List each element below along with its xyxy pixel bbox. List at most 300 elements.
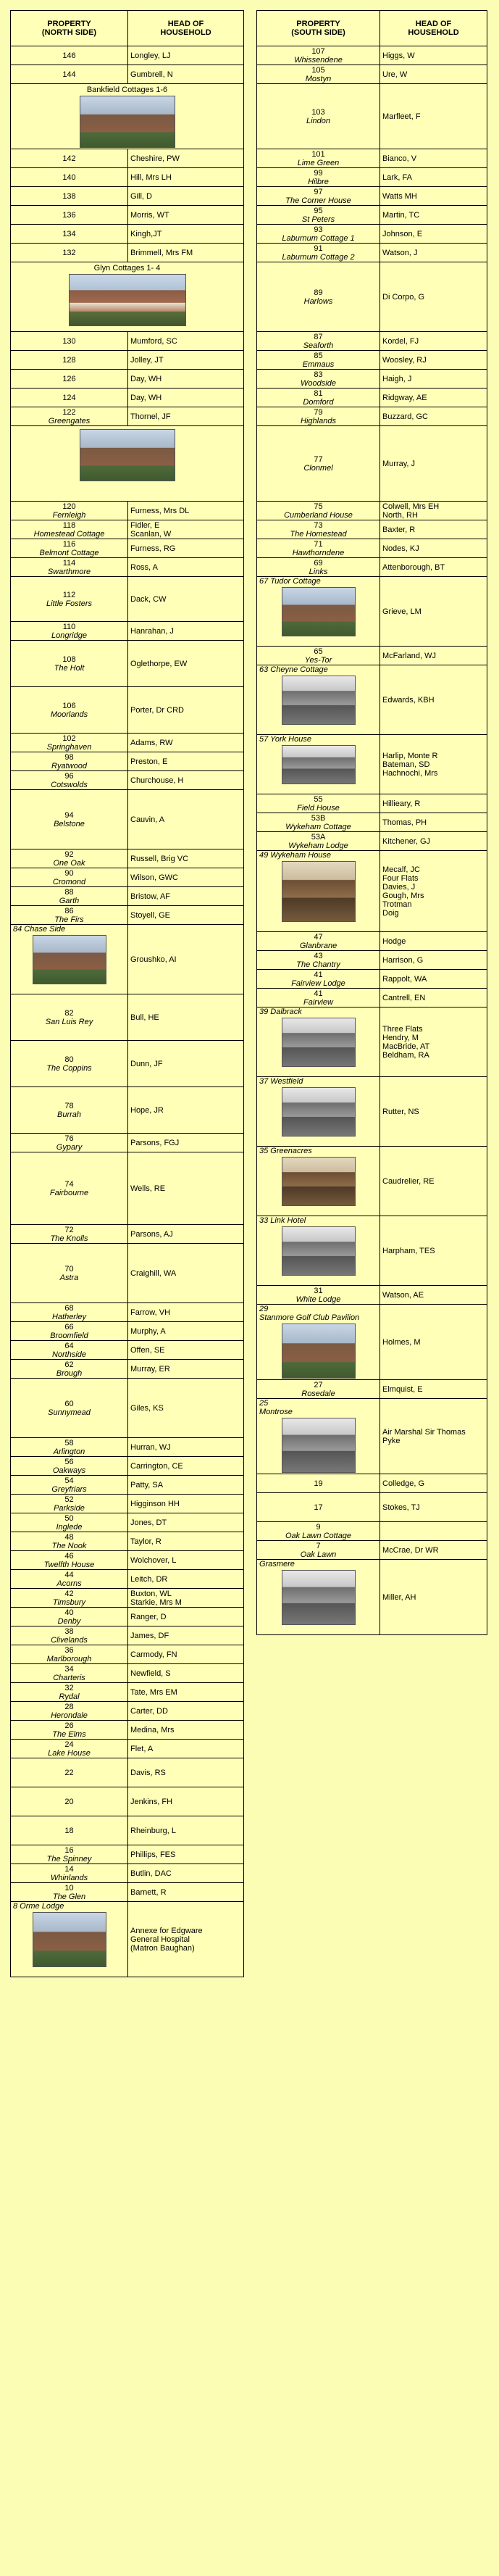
table-row bbox=[11, 1322, 244, 1341]
photo-caption: 25 Montrose bbox=[259, 1399, 293, 1416]
household-cell: Ranger, D bbox=[128, 1608, 244, 1626]
household-cell: McFarland, WJ bbox=[380, 647, 487, 665]
table-row bbox=[11, 734, 244, 752]
table-row bbox=[11, 1087, 244, 1134]
property-cell bbox=[11, 849, 128, 868]
property-cell bbox=[11, 1570, 128, 1589]
table-row bbox=[257, 539, 487, 558]
house-name: St Peters bbox=[301, 215, 335, 224]
property-cell bbox=[11, 65, 128, 84]
house-number: 53B bbox=[311, 813, 326, 823]
household-cell: Haigh, J bbox=[380, 370, 487, 389]
household-cell: Baxter, R bbox=[380, 520, 487, 539]
table-row bbox=[11, 1041, 244, 1087]
property-cell bbox=[257, 1560, 380, 1635]
house-name: Acorns bbox=[56, 1579, 82, 1588]
house-number: 48 bbox=[64, 1532, 74, 1542]
household-cell: Russell, Brig VC bbox=[128, 849, 244, 868]
property-cell bbox=[11, 168, 128, 187]
house-name: The Coppins bbox=[46, 1063, 92, 1073]
table-row bbox=[257, 262, 487, 332]
property-cell bbox=[11, 1589, 128, 1608]
house-number: 40 bbox=[64, 1608, 74, 1617]
house-number: 90 bbox=[64, 868, 74, 878]
house-name: Clivelands bbox=[51, 1635, 88, 1645]
house-number: 32 bbox=[64, 1683, 74, 1692]
property-cell bbox=[11, 1787, 128, 1816]
household-cell: Preston, E bbox=[128, 752, 244, 771]
household-cell: Attenborough, BT bbox=[380, 558, 487, 577]
photo-row bbox=[257, 1077, 487, 1147]
table-row bbox=[257, 332, 487, 351]
house-number: 16 bbox=[64, 1845, 74, 1855]
property-cell bbox=[257, 168, 380, 187]
household-cell: Cantrell, EN bbox=[380, 989, 487, 1007]
household-cell: Gill, D bbox=[128, 187, 244, 206]
table-row bbox=[11, 1532, 244, 1551]
house-number: 82 bbox=[64, 1008, 74, 1018]
house-name: Broomfield bbox=[50, 1331, 88, 1340]
house-photo bbox=[80, 429, 175, 481]
table-row bbox=[11, 1225, 244, 1244]
house-number: 108 bbox=[62, 655, 76, 664]
household-cell: Watts MH bbox=[380, 187, 487, 206]
house-photo bbox=[282, 1018, 356, 1067]
house-name: Oakways bbox=[52, 1466, 86, 1475]
photo-row bbox=[11, 1902, 244, 1977]
household-cell: Holmes, M bbox=[380, 1305, 487, 1380]
house-name: Fairview Lodge bbox=[291, 979, 345, 988]
household-cell: Colwell, Mrs EH North, RH bbox=[380, 502, 487, 520]
household-cell: Longley, LJ bbox=[128, 46, 244, 65]
house-name: The Spinney bbox=[46, 1854, 92, 1864]
household-cell: Miller, AH bbox=[380, 1560, 487, 1635]
house-number: 62 bbox=[64, 1360, 74, 1369]
house-name: Lake House bbox=[48, 1748, 91, 1758]
house-name: The Homestead bbox=[290, 529, 347, 539]
table-row bbox=[257, 206, 487, 225]
house-number: 55 bbox=[314, 794, 323, 804]
house-name: White Lodge bbox=[295, 1295, 341, 1304]
property-cell bbox=[257, 206, 380, 225]
house-number: 89 bbox=[314, 288, 323, 297]
household-cell: Rutter, NS bbox=[380, 1077, 487, 1147]
household-cell: Tate, Mrs EM bbox=[128, 1683, 244, 1702]
household-cell bbox=[380, 1522, 487, 1541]
table-row bbox=[257, 407, 487, 426]
house-name: Woodside bbox=[301, 378, 336, 388]
house-photo bbox=[282, 1570, 356, 1625]
photo-row bbox=[257, 1399, 487, 1474]
house-number: 18 bbox=[64, 1826, 74, 1835]
house-name: The Holt bbox=[54, 663, 85, 673]
household-cell: Elmquist, E bbox=[380, 1380, 487, 1399]
house-photo bbox=[282, 676, 356, 725]
house-number: 112 bbox=[62, 590, 76, 599]
house-name: The Corner House bbox=[285, 196, 351, 205]
household-cell: Bristow, AF bbox=[128, 887, 244, 906]
household-cell: Barnett, R bbox=[128, 1883, 244, 1902]
household-cell: Dunn, JF bbox=[128, 1041, 244, 1087]
house-name: The Elms bbox=[52, 1729, 86, 1739]
table-row bbox=[257, 225, 487, 244]
household-cell: Porter, Dr CRD bbox=[128, 687, 244, 734]
house-photo bbox=[33, 935, 106, 984]
house-name: Moorlands bbox=[50, 710, 88, 719]
photo-caption: 33 Link Hotel bbox=[259, 1216, 306, 1225]
photo-caption: 84 Chase Side bbox=[13, 925, 66, 934]
table-row bbox=[11, 790, 244, 849]
table-row bbox=[11, 1702, 244, 1721]
house-name: Glanbrane bbox=[299, 941, 337, 950]
house-number: 53A bbox=[311, 832, 326, 842]
household-cell: Martin, TC bbox=[380, 206, 487, 225]
house-number: 130 bbox=[62, 336, 76, 346]
house-number: 73 bbox=[314, 520, 323, 530]
property-cell bbox=[257, 735, 380, 794]
household-cell: Harpham, TES bbox=[380, 1216, 487, 1286]
photo-row bbox=[257, 735, 487, 794]
property-cell bbox=[11, 351, 128, 370]
household-cell: Colledge, G bbox=[380, 1474, 487, 1493]
house-number: 24 bbox=[64, 1740, 74, 1749]
house-number: 60 bbox=[64, 1399, 74, 1408]
household-cell: Carmody, FN bbox=[128, 1645, 244, 1664]
property-cell bbox=[11, 687, 128, 734]
table-row bbox=[11, 1303, 244, 1322]
property-cell bbox=[11, 1379, 128, 1438]
table-row bbox=[11, 1721, 244, 1740]
house-name: Timsbury bbox=[52, 1597, 86, 1607]
house-photo bbox=[69, 274, 186, 326]
property-cell bbox=[257, 46, 380, 65]
property-cell bbox=[257, 1286, 380, 1305]
table-row bbox=[11, 1683, 244, 1702]
property-cell bbox=[11, 1225, 128, 1244]
property-cell bbox=[11, 520, 128, 539]
property-cell bbox=[11, 1513, 128, 1532]
household-cell: Jenkins, FH bbox=[128, 1787, 244, 1816]
property-cell bbox=[11, 539, 128, 558]
house-name: San Luis Rey bbox=[45, 1017, 93, 1026]
table-row bbox=[11, 622, 244, 641]
household-cell: Leitch, DR bbox=[128, 1570, 244, 1589]
photo-row bbox=[257, 851, 487, 932]
house-number: 20 bbox=[64, 1797, 74, 1806]
house-number: 71 bbox=[314, 539, 323, 549]
household-cell: Farrow, VH bbox=[128, 1303, 244, 1322]
property-cell bbox=[11, 558, 128, 577]
table-row bbox=[11, 906, 244, 925]
house-name: Longridge bbox=[51, 631, 87, 640]
household-cell: Edwards, KBH bbox=[380, 665, 487, 735]
property-cell bbox=[11, 206, 128, 225]
table-row bbox=[11, 65, 244, 84]
house-name: One Oak bbox=[53, 858, 85, 868]
table-row bbox=[11, 1379, 244, 1438]
household-cell: Stoyell, GE bbox=[128, 906, 244, 925]
household-cell: Jones, DT bbox=[128, 1513, 244, 1532]
property-cell bbox=[11, 1087, 128, 1134]
table-row bbox=[11, 244, 244, 262]
property-cell bbox=[11, 790, 128, 849]
house-name: Little Fosters bbox=[46, 599, 92, 608]
house-number: 19 bbox=[314, 1479, 323, 1488]
house-name: Greyfriars bbox=[51, 1484, 87, 1494]
property-cell bbox=[257, 370, 380, 389]
household-cell: Mumford, SC bbox=[128, 332, 244, 351]
property-cell bbox=[257, 520, 380, 539]
house-number: 17 bbox=[314, 1503, 323, 1512]
property-cell bbox=[11, 622, 128, 641]
property-cell bbox=[257, 1493, 380, 1522]
household-cell: Harrison, G bbox=[380, 951, 487, 970]
house-number: 132 bbox=[62, 248, 76, 257]
photo-caption: 8 Orme Lodge bbox=[13, 1902, 64, 1911]
property-cell bbox=[11, 1664, 128, 1683]
house-name: Clonmel bbox=[303, 463, 333, 473]
property-cell bbox=[11, 1476, 128, 1495]
property-cell bbox=[11, 1438, 128, 1457]
house-number: 140 bbox=[62, 173, 76, 182]
house-name: Marlborough bbox=[46, 1654, 92, 1663]
south-side-table bbox=[256, 10, 487, 1635]
household-cell: Hanrahan, J bbox=[128, 622, 244, 641]
property-cell bbox=[257, 558, 380, 577]
house-name: Fernleigh bbox=[52, 510, 86, 520]
table-row bbox=[11, 887, 244, 906]
table-row bbox=[11, 868, 244, 887]
north-side-table bbox=[10, 10, 244, 1977]
house-number: 38 bbox=[64, 1626, 74, 1636]
photo-row bbox=[11, 262, 244, 332]
property-cell bbox=[257, 187, 380, 206]
property-cell bbox=[11, 1740, 128, 1758]
property-cell bbox=[257, 389, 380, 407]
photo-row bbox=[11, 84, 244, 149]
house-name: Homestead Cottage bbox=[33, 529, 105, 539]
house-name: Domford bbox=[303, 397, 334, 407]
house-name: Oak Lawn bbox=[300, 1550, 337, 1559]
house-number: 79 bbox=[314, 407, 323, 417]
household-cell: Newfield, S bbox=[128, 1664, 244, 1683]
household-cell: Carter, DD bbox=[128, 1702, 244, 1721]
household-cell: Day, WH bbox=[128, 370, 244, 389]
house-number: 56 bbox=[64, 1457, 74, 1466]
household-cell: Lark, FA bbox=[380, 168, 487, 187]
household-cell: Medina, Mrs bbox=[128, 1721, 244, 1740]
photo-row bbox=[257, 1305, 487, 1380]
table-row bbox=[11, 539, 244, 558]
house-name: Garth bbox=[59, 896, 80, 905]
house-name: Herondale bbox=[51, 1711, 88, 1720]
house-name: Twelfth House bbox=[43, 1560, 95, 1569]
property-cell bbox=[11, 502, 128, 520]
property-cell bbox=[257, 989, 380, 1007]
house-name: The Knolls bbox=[50, 1234, 88, 1243]
household-cell: Mecalf, JC Four Flats Davies, J Gough, Mrs Trotman Doig bbox=[380, 851, 487, 932]
table-row bbox=[257, 813, 487, 832]
table-row bbox=[11, 1360, 244, 1379]
property-cell bbox=[257, 851, 380, 932]
household-cell: Churchouse, H bbox=[128, 771, 244, 790]
household-cell: Day, WH bbox=[128, 389, 244, 407]
household-cell: Buzzard, GC bbox=[380, 407, 487, 426]
house-number: 64 bbox=[64, 1341, 74, 1350]
property-cell bbox=[257, 1305, 380, 1380]
property-cell bbox=[257, 426, 380, 502]
house-number: 74 bbox=[64, 1179, 74, 1189]
house-number: 78 bbox=[64, 1101, 74, 1110]
household-cell: Fidler, E Scanlan, W bbox=[128, 520, 244, 539]
household-cell: Kitchener, GJ bbox=[380, 832, 487, 851]
house-number: 9 bbox=[316, 1522, 321, 1532]
house-name: Belmont Cottage bbox=[39, 548, 99, 557]
house-name: Lindon bbox=[306, 116, 331, 125]
table-row bbox=[11, 1740, 244, 1758]
house-number: 69 bbox=[314, 558, 323, 568]
house-number: 94 bbox=[64, 810, 74, 820]
property-cell bbox=[257, 832, 380, 851]
household-cell: Adams, RW bbox=[128, 734, 244, 752]
table-row bbox=[11, 641, 244, 687]
house-name: Rosedale bbox=[301, 1389, 335, 1398]
table-row bbox=[257, 932, 487, 951]
property-cell bbox=[11, 925, 128, 994]
property-cell bbox=[11, 868, 128, 887]
property-cell bbox=[257, 502, 380, 520]
house-name: Inglede bbox=[56, 1522, 83, 1532]
household-cell: Hill, Mrs LH bbox=[128, 168, 244, 187]
house-photo bbox=[282, 1157, 356, 1206]
photo-caption: 67 Tudor Cottage bbox=[259, 577, 321, 586]
house-name: Laburnum Cottage 1 bbox=[282, 233, 355, 243]
house-number: 120 bbox=[62, 502, 76, 511]
house-number: 105 bbox=[311, 65, 325, 75]
household-cell: Dack, CW bbox=[128, 577, 244, 622]
household-cell: Wells, RE bbox=[128, 1152, 244, 1225]
table-row bbox=[11, 351, 244, 370]
property-cell bbox=[11, 752, 128, 771]
household-cell: Morris, WT bbox=[128, 206, 244, 225]
photo-cell bbox=[11, 262, 244, 332]
property-cell bbox=[11, 1721, 128, 1740]
house-number: 46 bbox=[64, 1551, 74, 1561]
household-cell: Annexe for Edgware General Hospital (Matron Baughan) bbox=[128, 1902, 244, 1977]
house-photo bbox=[282, 1418, 356, 1473]
table-row bbox=[257, 1286, 487, 1305]
house-number: 122 bbox=[62, 407, 76, 417]
house-number: 138 bbox=[62, 191, 76, 201]
house-number: 87 bbox=[314, 332, 323, 341]
photo-row bbox=[257, 665, 487, 735]
table-row bbox=[11, 1513, 244, 1532]
table-row bbox=[257, 951, 487, 970]
property-cell bbox=[11, 1495, 128, 1513]
property-cell bbox=[257, 970, 380, 989]
property-cell bbox=[11, 1645, 128, 1664]
table-row bbox=[11, 687, 244, 734]
house-name: Laburnum Cottage 2 bbox=[282, 252, 355, 262]
household-cell: Ross, A bbox=[128, 558, 244, 577]
property-cell bbox=[257, 932, 380, 951]
household-cell: Ure, W bbox=[380, 65, 487, 84]
table-row bbox=[11, 771, 244, 790]
household-cell: Hillieary, R bbox=[380, 794, 487, 813]
property-cell bbox=[257, 794, 380, 813]
house-number: 81 bbox=[314, 389, 323, 398]
table-row bbox=[257, 558, 487, 577]
house-number: 142 bbox=[62, 154, 76, 163]
property-cell bbox=[257, 351, 380, 370]
house-number: 70 bbox=[64, 1264, 74, 1274]
property-cell bbox=[11, 1683, 128, 1702]
table-row bbox=[257, 989, 487, 1007]
house-name: Swarthmore bbox=[47, 567, 91, 576]
photo-caption: 39 Dalbrack bbox=[259, 1007, 302, 1016]
table-row bbox=[11, 1626, 244, 1645]
property-cell bbox=[257, 951, 380, 970]
table-row bbox=[257, 65, 487, 84]
household-cell: Murray, J bbox=[380, 426, 487, 502]
house-number: 27 bbox=[314, 1380, 323, 1389]
house-number: 22 bbox=[64, 1768, 74, 1777]
household-cell: Marfleet, F bbox=[380, 84, 487, 149]
household-cell: Wolchover, L bbox=[128, 1551, 244, 1570]
house-name: Lime Green bbox=[297, 158, 340, 167]
household-cell: Taylor, R bbox=[128, 1532, 244, 1551]
property-cell bbox=[11, 906, 128, 925]
household-cell: Johnson, E bbox=[380, 225, 487, 244]
house-number: 14 bbox=[64, 1864, 74, 1874]
house-number: 99 bbox=[314, 168, 323, 178]
house-number: 83 bbox=[314, 370, 323, 379]
house-number: 101 bbox=[311, 149, 325, 159]
table-row bbox=[11, 994, 244, 1041]
household-cell: Buxton, WL Starkie, Mrs M bbox=[128, 1589, 244, 1608]
house-number: 7 bbox=[316, 1541, 321, 1550]
property-cell bbox=[11, 1626, 128, 1645]
household-cell: Stokes, TJ bbox=[380, 1493, 487, 1522]
house-name: Field House bbox=[297, 803, 340, 813]
house-number: 52 bbox=[64, 1495, 74, 1504]
household-cell: Thomas, PH bbox=[380, 813, 487, 832]
table-row bbox=[257, 389, 487, 407]
house-name: Cromond bbox=[52, 877, 86, 886]
household-cell: Bull, HE bbox=[128, 994, 244, 1041]
photo-caption: Grasmere bbox=[259, 1560, 295, 1569]
house-number: 95 bbox=[314, 206, 323, 215]
table-row bbox=[11, 1134, 244, 1152]
house-number: 77 bbox=[314, 454, 323, 464]
household-cell: Kordel, FJ bbox=[380, 332, 487, 351]
house-number: 86 bbox=[64, 906, 74, 915]
house-number: 28 bbox=[64, 1702, 74, 1711]
household-cell: Higgs, W bbox=[380, 46, 487, 65]
house-name: Springhaven bbox=[46, 742, 92, 752]
table-row bbox=[11, 1845, 244, 1864]
table-row bbox=[11, 168, 244, 187]
house-name: Hawthorndene bbox=[292, 548, 345, 557]
house-number: 68 bbox=[64, 1303, 74, 1313]
photo-row bbox=[257, 577, 487, 647]
table-row bbox=[11, 1152, 244, 1225]
house-number: 65 bbox=[314, 647, 323, 656]
property-cell bbox=[257, 1147, 380, 1216]
table-row bbox=[11, 1883, 244, 1902]
property-cell bbox=[257, 577, 380, 647]
household-cell: Offen, SE bbox=[128, 1341, 244, 1360]
